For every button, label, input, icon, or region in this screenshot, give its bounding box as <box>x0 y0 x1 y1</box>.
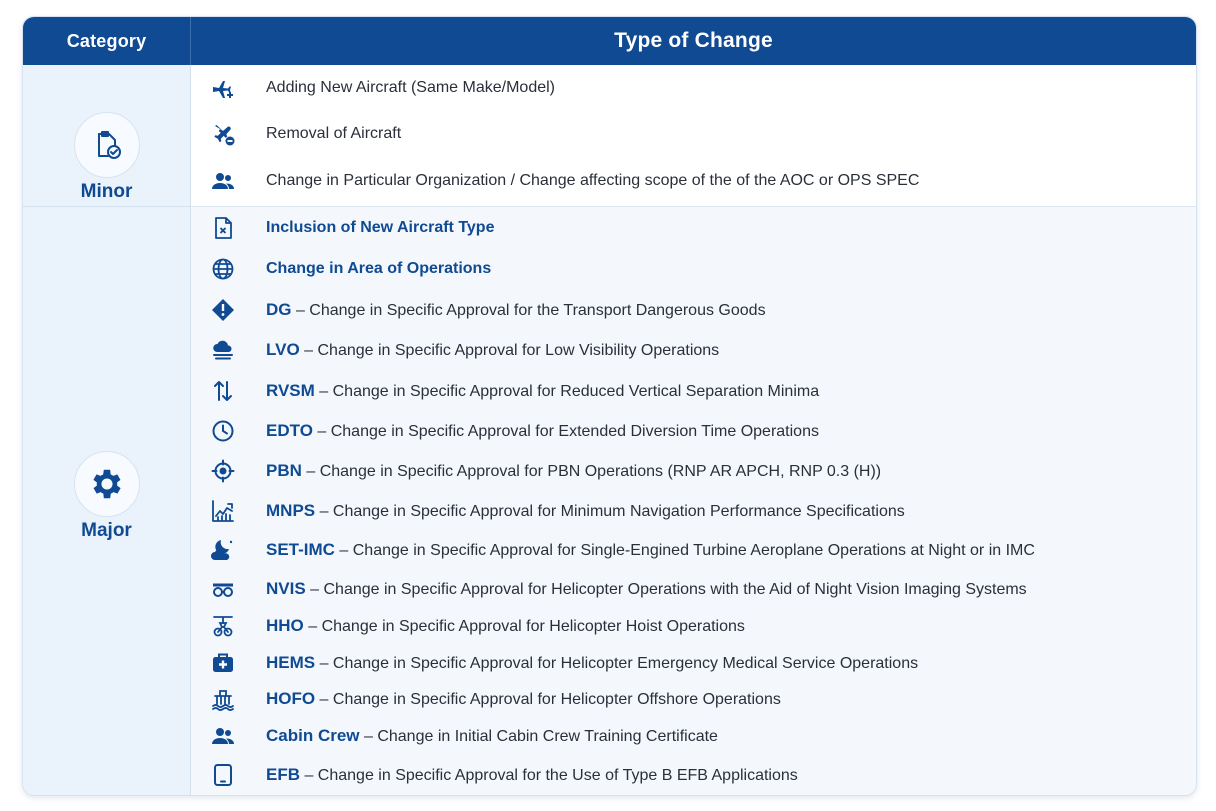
row-code: Cabin Crew <box>266 726 360 745</box>
chart-line-icon <box>209 497 237 525</box>
table-row <box>191 717 1196 756</box>
plane-remove-icon <box>209 120 237 148</box>
row-desc: Change in Specific Approval for PBN Operations (RNP AR APCH, RNP 0.3 (H)) <box>319 463 882 480</box>
row-code: SET-IMC <box>266 540 335 559</box>
row-code: Inclusion of New Aircraft Type <box>266 218 495 236</box>
row-desc: Change in Specific Approval for Helicopter Emergency Medical Service Operations <box>332 654 919 672</box>
table-row <box>191 491 1196 531</box>
table-row <box>191 65 1196 112</box>
table-row <box>191 156 1196 207</box>
row-code: HOFO <box>266 689 316 708</box>
table-row <box>191 207 1196 249</box>
row-code: DG <box>266 299 292 319</box>
row-dash: – <box>291 301 310 319</box>
row-desc: Change in Specific Approval for Reduced Vertical Separation Minima <box>332 382 820 400</box>
row-dash: – <box>312 423 331 440</box>
table-row <box>191 755 1196 795</box>
row-code: NVIS <box>266 578 306 598</box>
hazard-diamond-icon <box>209 296 237 324</box>
category-minor-label: Minor <box>80 181 133 202</box>
crosshair-icon <box>209 457 237 485</box>
medical-kit-icon <box>209 649 237 677</box>
offshore-platform-icon <box>209 685 237 713</box>
hoist-icon <box>209 612 237 640</box>
row-code: HEMS <box>266 652 316 672</box>
row-code: PBN <box>266 461 302 480</box>
row-dash: – <box>315 654 333 672</box>
table-header <box>23 17 1196 65</box>
plane-add-icon <box>209 74 237 102</box>
table-row <box>191 370 1196 412</box>
vertical-arrows-icon <box>209 377 237 405</box>
clipboard-check-icon <box>74 112 140 178</box>
row-code: Change in Area of Operations <box>266 259 492 277</box>
row-desc: Change in Specific Approval for Extended Diversion Time Operations <box>330 423 819 440</box>
row-desc: Change in Specific Approval for Single-Engined Turbine Aeroplane Operations at Night or in IMC <box>352 542 1035 559</box>
table-row <box>191 607 1196 645</box>
header-category: Category <box>23 17 191 65</box>
row-dash: – <box>299 342 318 359</box>
row-dash: – <box>301 463 320 480</box>
change-category-table <box>22 16 1197 796</box>
row-desc: Change in Specific Approval for Helicopter Hoist Operations <box>321 617 745 635</box>
table-row <box>191 570 1196 608</box>
table-row <box>191 111 1196 157</box>
table-row <box>191 411 1196 452</box>
row-desc: Change in Particular Organization / Change affecting scope of the of the AOC or OPS SPEC <box>266 172 920 189</box>
table-row <box>191 681 1196 718</box>
people-icon <box>209 722 237 750</box>
row-code: EFB <box>266 765 300 784</box>
row-dash: – <box>334 542 353 559</box>
row-code: RVSM <box>266 380 315 400</box>
row-dash: – <box>359 728 378 745</box>
row-dash: – <box>314 382 333 400</box>
gear-icon <box>74 451 140 517</box>
row-desc: Change in Specific Approval for the Transport Dangerous Goods <box>309 301 766 319</box>
row-desc: Change in Specific Approval for Helicopter Offshore Operations <box>332 691 781 708</box>
row-code: EDTO <box>266 421 313 440</box>
table-row <box>191 330 1196 371</box>
row-desc: Adding New Aircraft (Same Make/Model) <box>266 79 555 96</box>
row-desc: Removal of Aircraft <box>266 124 402 142</box>
row-dash: – <box>315 502 333 520</box>
goggles-icon <box>209 575 237 603</box>
row-dash: – <box>305 580 324 598</box>
globe-icon <box>209 255 237 283</box>
cloud-fog-icon <box>209 336 237 364</box>
table-row <box>191 530 1196 571</box>
tablet-icon <box>209 761 237 789</box>
document-x-icon <box>209 214 237 242</box>
row-desc: Change in Specific Approval for Minimum Navigation Performance Specifications <box>332 502 905 520</box>
header-type-of-change: Type of Change <box>614 29 773 52</box>
night-cloud-icon <box>209 536 237 564</box>
row-desc: Change in Initial Cabin Crew Training Certificate <box>377 728 718 745</box>
category-major-label: Major <box>81 520 132 541</box>
row-desc: Change in Specific Approval for the Use of Type B EFB Applications <box>317 767 798 784</box>
people-icon <box>209 167 237 195</box>
table-row <box>191 644 1196 682</box>
category-major <box>23 207 191 795</box>
row-code: MNPS <box>266 500 316 520</box>
row-desc: Change in Specific Approval for Helicopter Operations with the Aid of Night Vision Imaging Systems <box>323 580 1027 598</box>
table-row <box>191 248 1196 290</box>
row-dash: – <box>303 617 322 635</box>
row-code: HHO <box>266 615 304 635</box>
table-row <box>191 289 1196 331</box>
row-dash: – <box>315 691 333 708</box>
row-desc: Change in Specific Approval for Low Visibility Operations <box>317 342 720 359</box>
table-row <box>191 451 1196 492</box>
category-minor <box>23 65 191 207</box>
row-code: LVO <box>266 340 300 359</box>
clock-icon <box>209 417 237 445</box>
row-dash: – <box>300 767 318 784</box>
